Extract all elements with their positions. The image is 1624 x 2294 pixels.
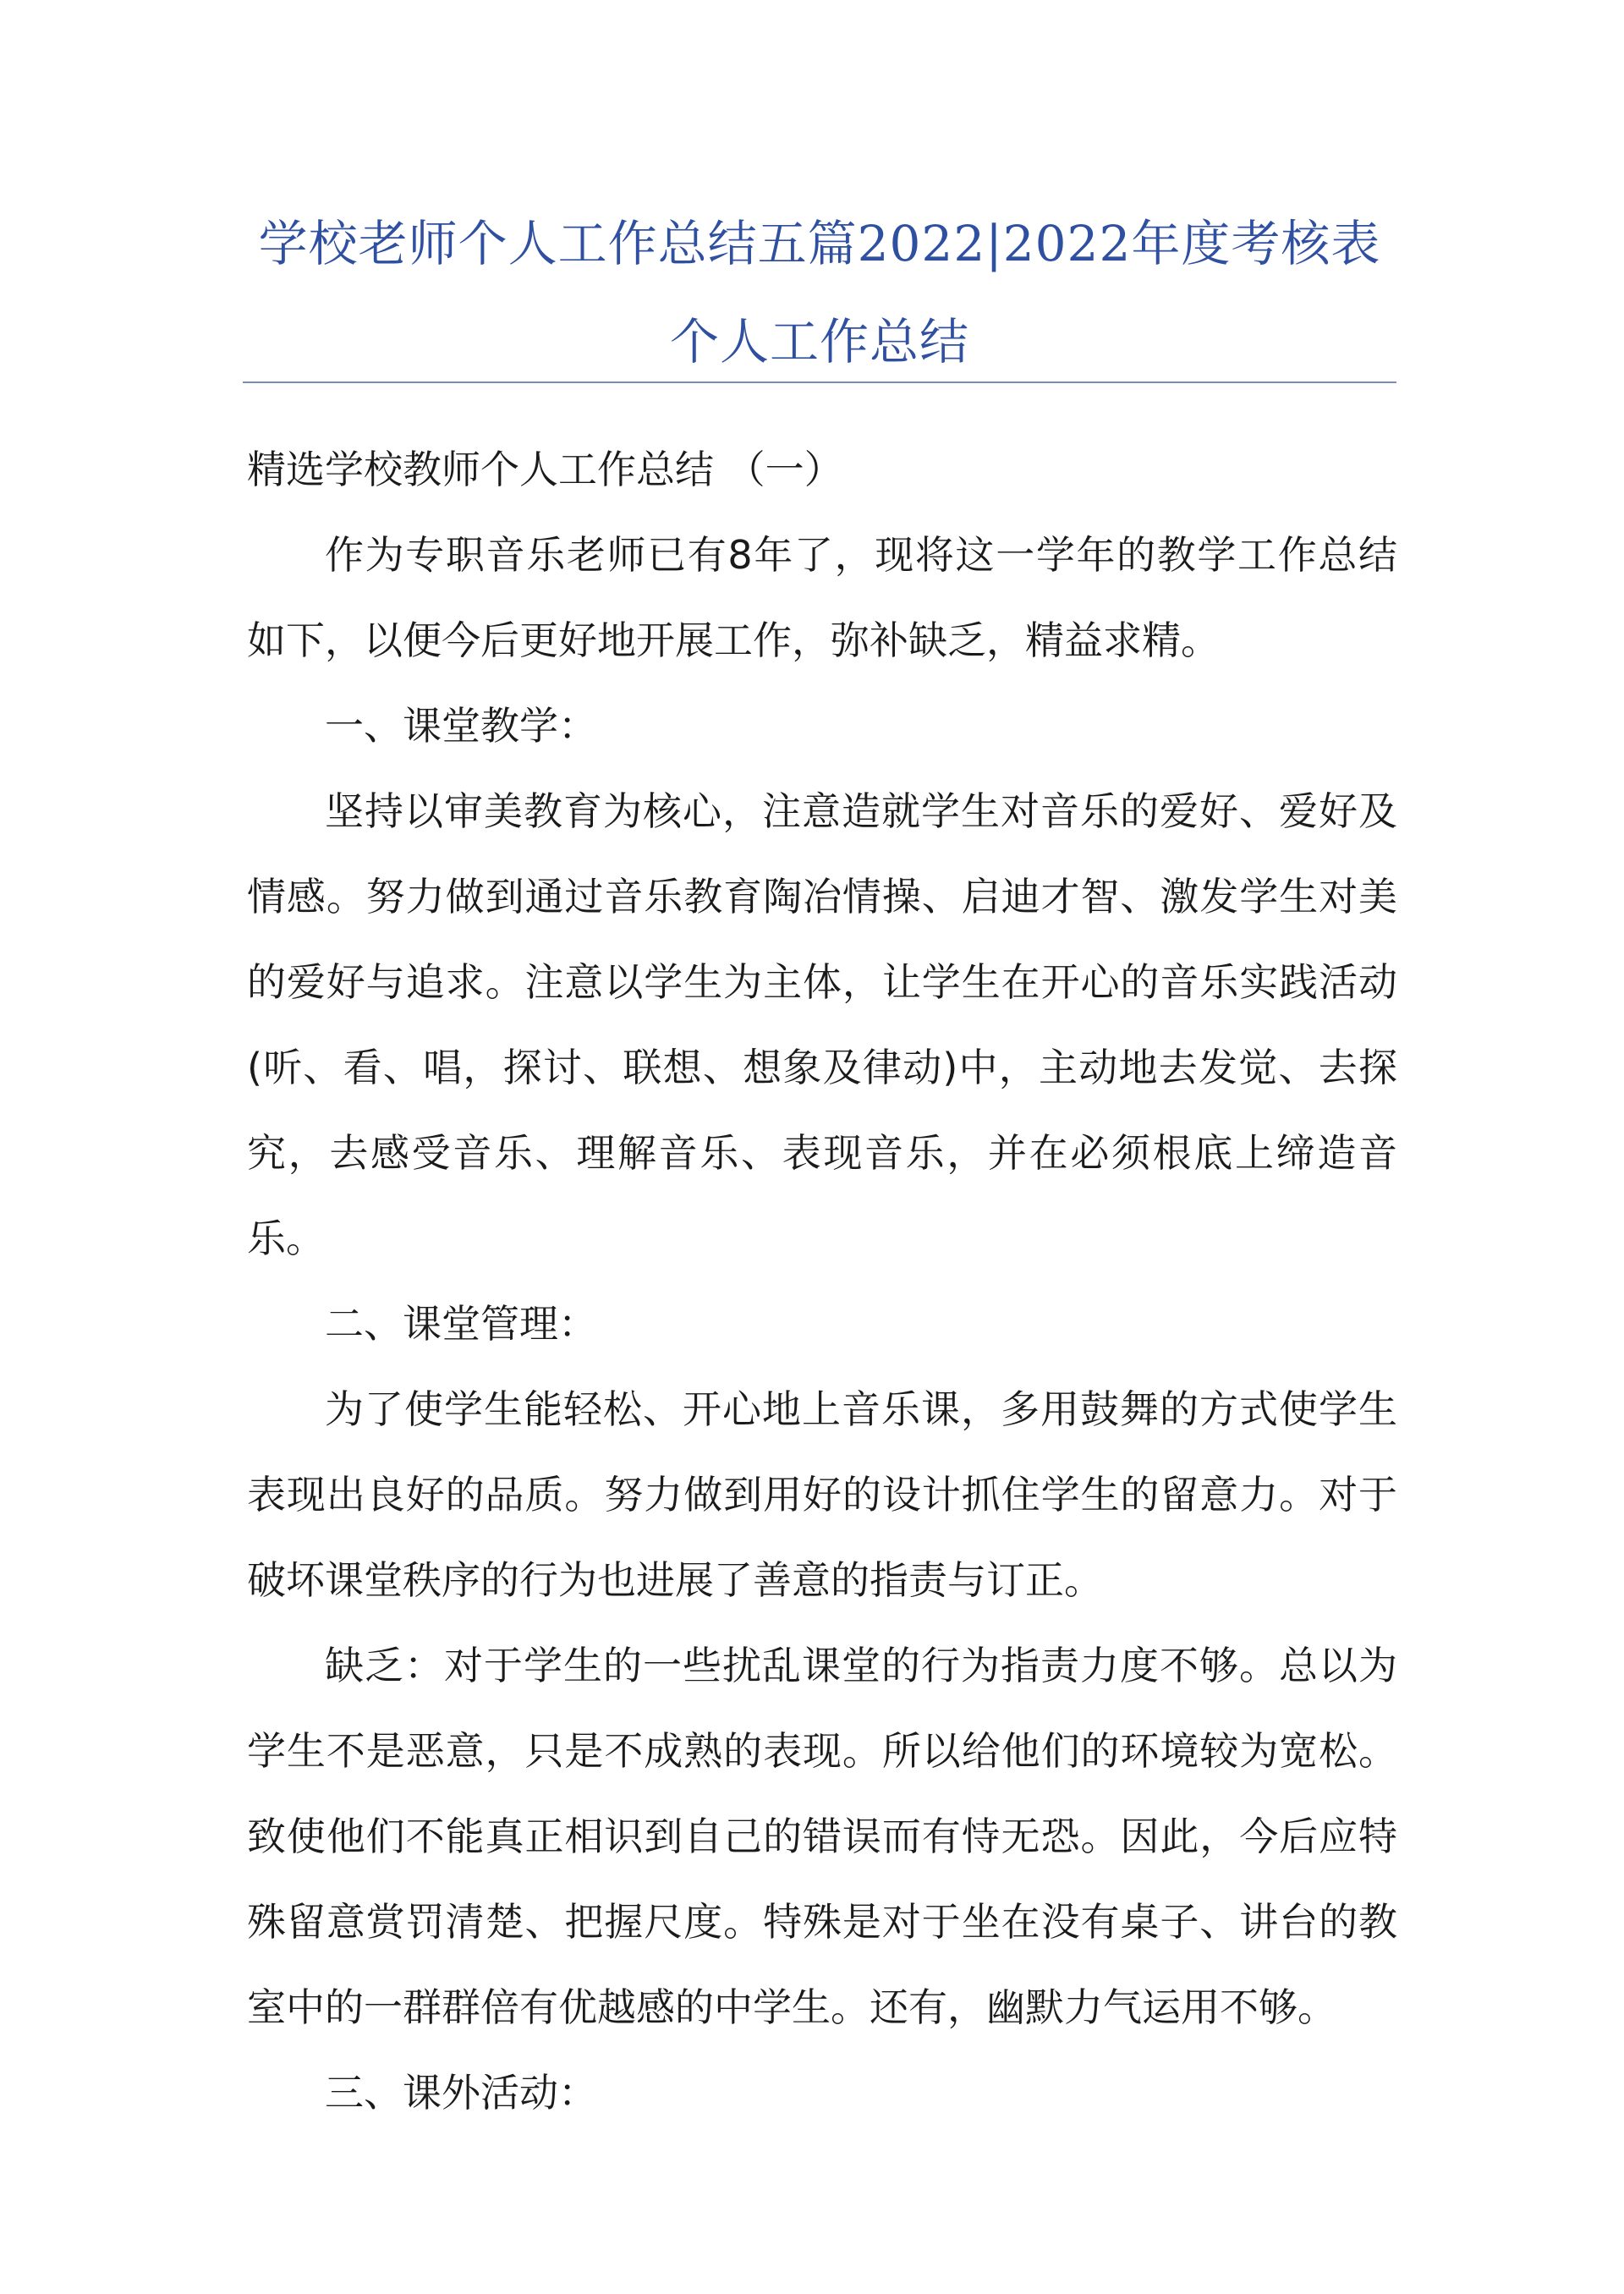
document-body xyxy=(247,427,1397,2136)
paragraph: 二、课堂管理： xyxy=(325,1301,597,1347)
paragraph: 一、课堂教学： xyxy=(325,703,597,749)
paragraph: 精选学校教师个人工作总结 （一） xyxy=(247,447,843,492)
paragraph: 作为专职音乐老师已有8年了，现将这一学年的教学工作总结如下，以便今后更好地开展工作，弥补缺乏，精益求精。 xyxy=(247,532,1397,663)
title-divider xyxy=(243,381,1396,383)
document-title: 学校老师个人工作总结五篇2022|2022年度考核表个人工作总结 xyxy=(258,215,1381,370)
paragraph: 三、课外活动： xyxy=(325,2070,597,2116)
paragraph: 坚持以审美教育为核心，注意造就学生对音乐的爱好、爱好及情感。努力做到通过音乐教育陶冶情操、启迪才智、激发学生对美的爱好与追求。注意以学生为主体，让学生在开心的音乐实践活动(听、看、唱，探讨、联想、想象及律动)中，主动地去发觉、去探究，去感受音乐、理解音乐、表现音乐，并在必须根底上缔造音乐。 xyxy=(247,788,1397,1261)
paragraph: 为了使学生能轻松、开心地上音乐课，多用鼓舞的方式使学生表现出良好的品质。努力做到用好的设计抓住学生的留意力。对于破坏课堂秩序的行为也进展了善意的指责与订正。 xyxy=(247,1386,1397,1603)
paragraph: 缺乏：对于学生的一些扰乱课堂的行为指责力度不够。总以为学生不是恶意，只是不成熟的表现。所以给他们的环境较为宽松。致使他们不能真正相识到自己的错误而有恃无恐。因此，今后应特殊留意赏罚清楚、把握尺度。特殊是对于坐在没有桌子、讲台的教室中的一群群倍有优越感的中学生。还有，幽默力气运用不够。 xyxy=(247,1643,1397,2030)
